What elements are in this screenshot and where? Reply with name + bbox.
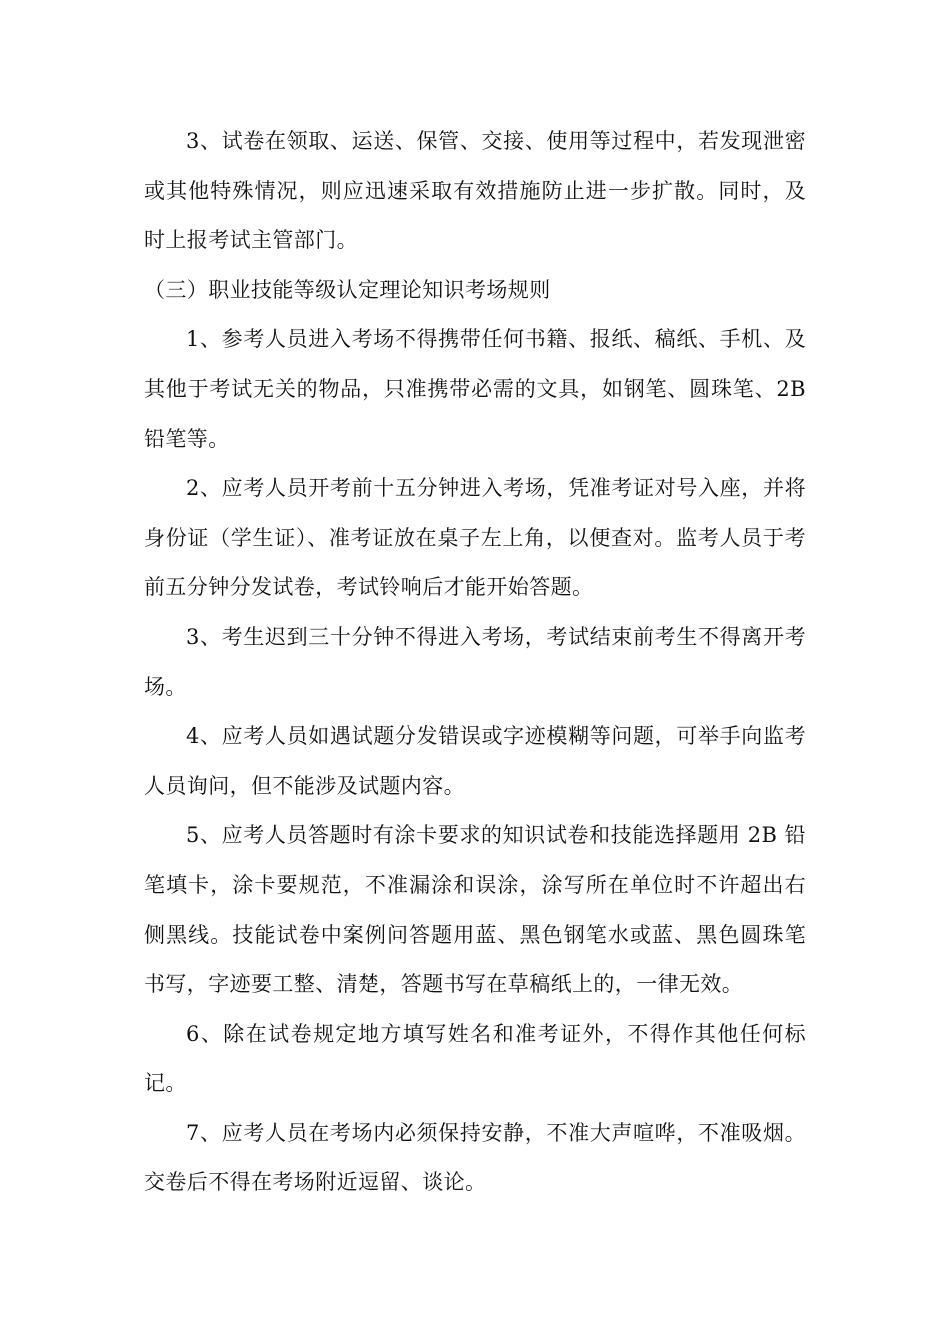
paragraph-rule-2-seating: 2、应考人员开考前十五分钟进入考场，凭准考证对号入座，并将身份证（学生证）、准考证放在桌子左上角，以便查对。监考人员于考前五分钟分发试卷，考试铃响后才能开始答题。 bbox=[144, 476, 806, 600]
paragraph-rule-1-items: 1、参考人员进入考场不得携带任何书籍、报纸、稿纸、手机、及其他于考试无关的物品，只准携带必需的文具，如钢笔、圆珠笔、2B 铅笔等。 bbox=[144, 327, 806, 451]
paragraph-rule-4-questions: 4、应考人员如遇试题分发错误或字迹模糊等问题，可举手向监考人员询问，但不能涉及试题内容。 bbox=[144, 724, 806, 798]
paragraph-rule-6-marks: 6、除在试卷规定地方填写姓名和准考证外，不得作其他任何标记。 bbox=[144, 1021, 806, 1096]
section-heading-exam-rules: （三）职业技能等级认定理论知识考场规则 bbox=[144, 277, 551, 302]
paragraph-rule-3-late: 3、考生迟到三十分钟不得进入考场，考试结束前考生不得离开考场。 bbox=[144, 624, 806, 699]
paragraph-item-3-paper-leak: 3、试卷在领取、运送、保管、交接、使用等过程中，若发现泄密或其他特殊情况，则应迅速采取有效措施防止进一步扩散。同时，及时上报考试主管部门。 bbox=[144, 129, 806, 253]
document-body bbox=[144, 117, 806, 1208]
paragraph-rule-5-answering: 5、应考人员答题时有涂卡要求的知识试卷和技能选择题用 2B 铅笔填卡，涂卡要规范，不准漏涂和误涂，涂写所在单位时不许超出右侧黑线。技能试卷中案例问答题用蓝、黑色钢笔水或蓝、黑色圆珠笔书写，字迹要工整、清楚，答题书写在草稿纸上的，一律无效。 bbox=[144, 823, 806, 997]
paragraph-rule-7-quiet: 7、应考人员在考场内必须保持安静，不准大声喧哗，不准吸烟。交卷后不得在考场附近逗留、谈论。 bbox=[144, 1120, 806, 1195]
